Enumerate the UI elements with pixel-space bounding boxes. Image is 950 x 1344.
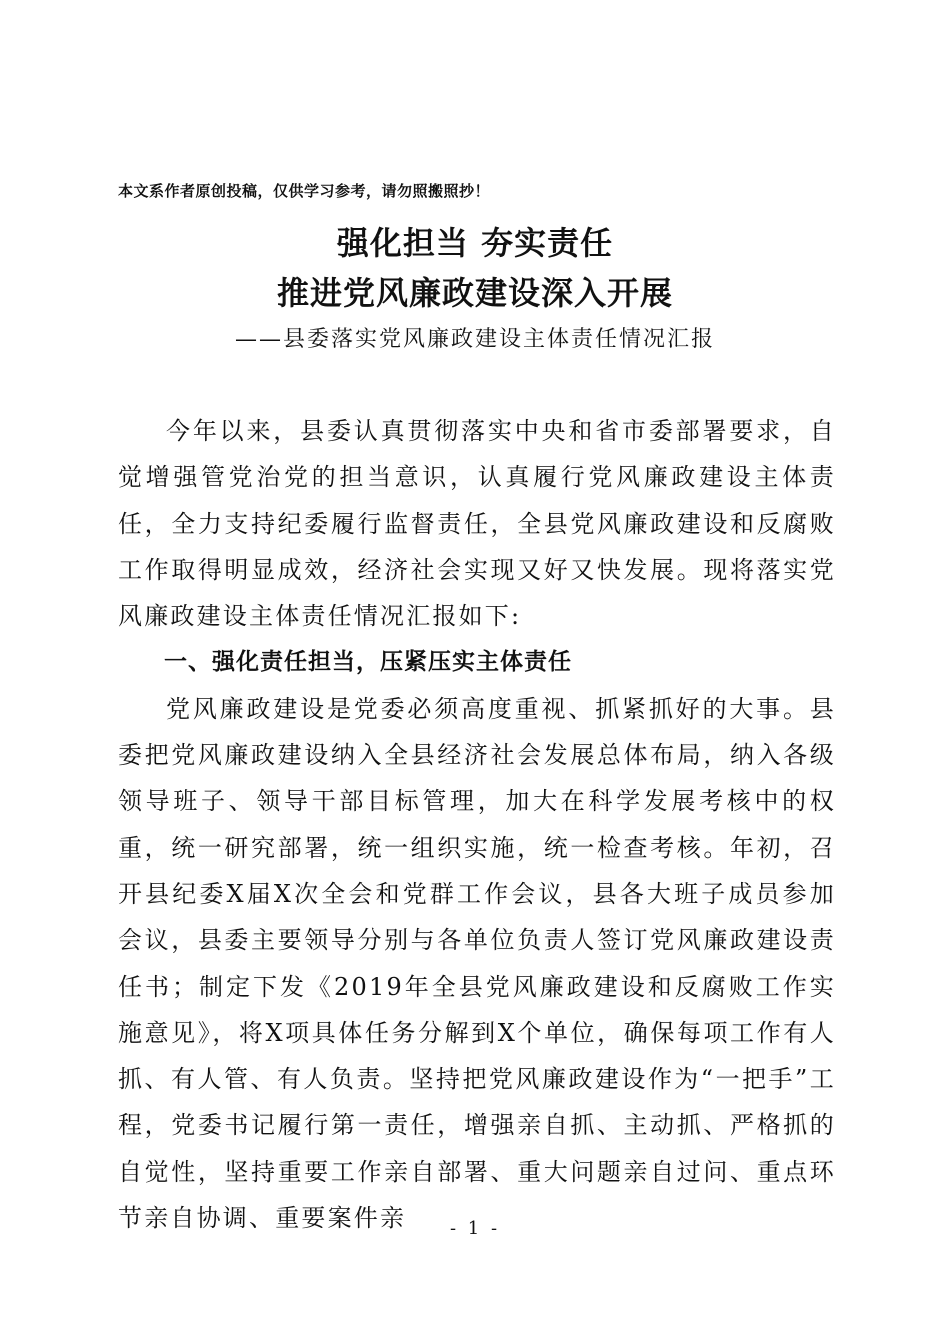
title-line-1: 强化担当 夯实责任 xyxy=(336,224,614,262)
copyright-notice: 本文系作者原创投稿，仅供学习参考，请勿照搬照抄！ xyxy=(118,182,491,200)
subtitle: ——县委落实党风廉政建设主体责任情况汇报 xyxy=(234,327,715,352)
paragraph-intro: 今年以来，县委认真贯彻落实中央和省市委部署要求，自觉增强管党治党的担当意识，认真履行党风廉政建设主体责任，全力支持纪委履行监督责任，全县党风廉政建设和反腐败工作取得明显成效，经济社会实现又好又快发展。现将落实党风廉政建设主体责任情况汇报如下: xyxy=(118,417,836,631)
page-number: - 1 - xyxy=(449,1218,501,1239)
paragraph-section-1: 党风廉政建设是党委必须高度重视、抓紧抓好的大事。县委把党风廉政建设纳入全县经济社会发展总体布局，纳入各级领导班子、领导干部目标管理，加大在科学发展考核中的权重，统一研究部署，统一组织实施，统一检查考核。年初，召开县纪委X届X次全会和党群工作会议，县各大班子成员参加会议，县委主要领导分别与各单位负责人签订党风廉政建设责任书；制定下发《2019年全县党风廉政建设和反腐败工作实施意见》，将X项具体任务分解到X个单位，确保每项工作有人抓、有人管、有人负责。坚持把党风廉政建设作为“一把手”工程，党委书记履行第一责任，增强亲自抓、主动抓、严格抓的自觉性，坚持重要工作亲自部署、重大问题亲自过问、重点环节亲自协调、重要案件亲 xyxy=(118,694,836,1233)
section-heading-1: 一、强化责任担当，压紧压实主体责任 xyxy=(164,649,572,676)
document-body xyxy=(118,408,836,1241)
title-line-2: 推进党风廉政建设深入开展 xyxy=(276,274,673,312)
